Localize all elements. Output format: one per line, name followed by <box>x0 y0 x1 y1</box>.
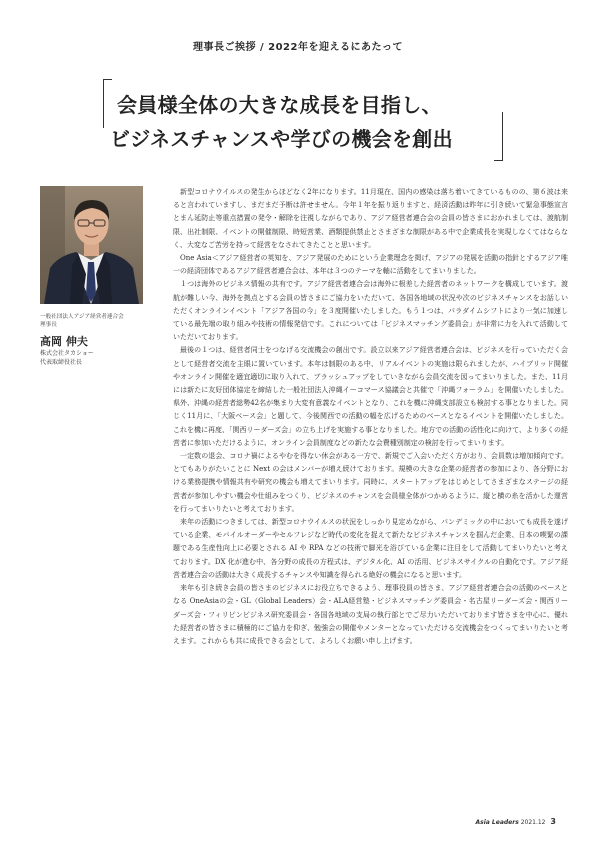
section-kicker: 理事長ご挨拶 / 2022年を迎えるにあたって <box>193 42 403 53</box>
paragraph-7: 来年も引き続き会員の皆さまのビジネスにお役立ちできるよう、理事役員の皆さま、アジア経営者連合会の活動のベースとなる OneAsiaの会・GL（Global Leaders）会・ALA経営塾・ビジネスマッチング委員会・名古屋リーダーズ会・関西リーダーズ会・フィリピンビジネス研究委員会・各国各地域の支局の執行部とでご尽力いただいております皆さまを中心に、優れた経営者の皆さまに積極的にご協力を仰ぎ、勉強会の開催やメンターとなっていただける交流機会をつくってまいりたいと考えます。これからも共に成長できる会として、よろしくお願い申し上げます。 <box>173 584 568 645</box>
issue-date: 2021.12 <box>520 819 546 826</box>
bracket-right <box>494 112 503 161</box>
portrait-illustration <box>40 186 143 304</box>
paragraph-4: 最後の１つは、経営者同士をつなげる交流機会の創出です。設立以来アジア経営者連合会は、ビジネスを行っていただく会として経営者交流を主眼に置いています。本年は制限のある中、リアルイベントの実施は限られましたが、ハイブリッド開催やオンライン開催を適宜適切に取り入れて、ブラッシュアップをしていきながら会員交流を図ってまいりました。また、11月には新たに友好団体協定を締結した一般社団法人沖縄イーコマース協議会と共催で「沖縄フォーラム」を開催いたしました。県外、沖縄の経営者総勢42名が集まり大変有意義なイベントとなり、これを機に沖縄支部設立も検討する事となりました。同じく11月に、「大阪ベース会」と題して、今後関西での活動の幅を広げるためのベースとなるイベントを開催いたしました。これを機に再度、「関西リーダーズ会」の立ち上げを実施する事となりました。地方での活動の活性化に向けて、より多くの経営者に参加いただけるように、オンライン会員制度などの新たな会費種別制定の検討を行ってまいります。 <box>173 346 569 447</box>
person-name: 高岡 伸夫 <box>40 335 88 348</box>
paragraph-3: １つは海外のビジネス情報の共有です。アジア経営者連合会は海外に根差した経営者のネットワークを構成しています。渡航が難しい今、海外を拠点とする会員の皆さまにご協力をいただいて、各国各地域の状況や次のビジネスチャンスをお話しいただくオンラインイベント「アジア各国の今」を３度開催いたしました。もう１つは、パラダイムシフトにより一気に加速している最先端の取り組みや技術の情報発信です。これについては「ビジネスマッチング委員会」が非常に力を入れて活動していただいております。 <box>173 280 568 342</box>
organization-title: 理事長 <box>40 322 57 328</box>
company-name: 株式会社タカショー <box>40 350 94 357</box>
page-footer <box>476 817 556 826</box>
page-number: 3 <box>550 817 556 826</box>
affiliation-caption <box>40 313 124 329</box>
paragraph-5: 一定数の退会、コロナ禍によるやむを得ない休会がある一方で、新規でご入会いただく方がおり、会員数は増加傾向です。とてもありがたいことに Next の会はメンバーが増え続けております。規模の大きな企業の経営者の参加により、各分野における業務提携や情報共有や研究の機会も増えてまいります。同時に、スタートアップをはじめとしてさまざまなステージの経営者が参加しやすい機会や仕組みをつくり、ビジネスのチャンスを会員様全体がつかめるように、縦と横の糸を活かした運営を行ってまいりたいと考えております。 <box>173 452 568 513</box>
headline-block <box>103 79 503 161</box>
headline-line-1: 会員様全体の大きな成長を目指し、 <box>117 93 442 117</box>
magazine-name: Asia Leaders <box>475 819 519 826</box>
organization-name: 一般社団法人アジア経営者連合会 <box>40 314 124 320</box>
paragraph-6: 来年の活動につきましては、新型コロナウイルスの状況をしっかり見定めながら、パンデミックの中においても成長を遂げている企業、モバイルオーダーやセルフレジなど時代の変化を捉えて新たなビジネスチャンスを掴んだ企業、日本の喫緊の課題である生産性向上に必要とされる AI や RPA などの技術で脚光を浴びている企業に注目をして活動してまいりたいと考えております。DX 化が進む中、各分野の成長の方程式は、デジタル化、AI の活用、ビジネスサイクルの自動化です。アジア経営者連合会の活動は大きく成長するチャンスや知識を得られる絶好の機会になると思います。 <box>173 518 568 579</box>
bracket-left <box>103 79 112 128</box>
portrait-photo <box>40 186 143 304</box>
article-body <box>173 186 568 648</box>
paragraph-1: 新型コロナウイルスの発生からほどなく2年になります。11月現在、国内の感染は落ち着いてきているものの、第６波は来ると言われていますし、まだまだ予断は許せません。今年１年を振り返りますと、経済活動は昨年に引き続いて緊急事態宣言とまん延防止等重点措置の発令・解除を注視しながらであり、アジア経営者連合会の会員の皆さまにおかれましては、渡航制限、出社制限、イベントの開催制限、時短営業、酒類提供禁止とさまざまな制限がある中で企業成長を実現しなくてはならなく、大変なご苦労を持って経営をなされてきたことと思います。 <box>173 188 568 249</box>
company-caption <box>40 349 94 367</box>
company-position: 代表取締役社長 <box>40 359 83 366</box>
headline-line-2: ビジネスチャンスや学びの機会を創出 <box>110 127 453 151</box>
paragraph-2: One Asia＜アジア経営者の英知を、アジア発展のためにという企業理念を掲げ、アジアの発展を活動の指針とするアジア唯一の経済団体であるアジア経営者連合会は、本年は３つのテーマを軸に活動をしてまいりました。 <box>173 254 568 276</box>
